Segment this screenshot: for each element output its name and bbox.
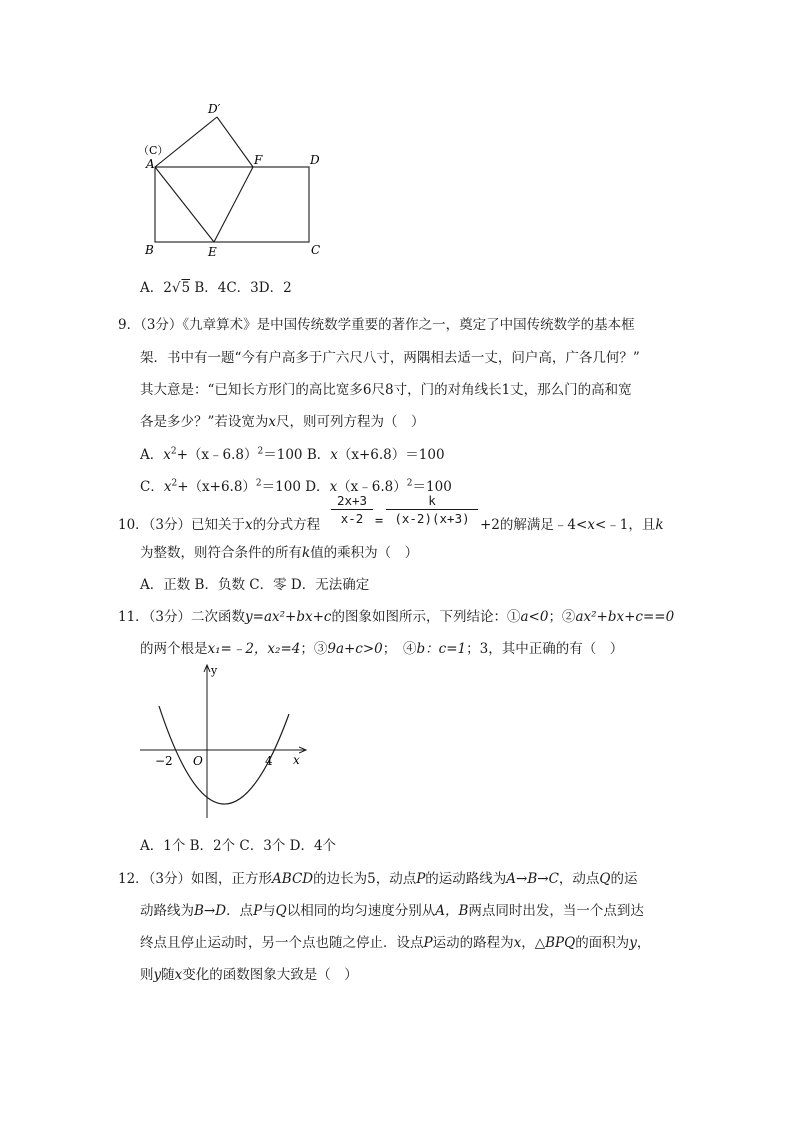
q11-conclusion-1: a<0 — [520, 609, 549, 625]
q8-options-rest: B．4C．3D．2 — [190, 280, 292, 296]
q9-option-c-var: x — [163, 479, 172, 495]
q12-var-y: y — [629, 935, 637, 951]
q12-path-q: B→D — [194, 903, 227, 919]
q11-conclusion-2: ax²+bx+c==0 — [575, 609, 675, 625]
segment-ef — [214, 167, 253, 242]
q12-line-2-e: 两点同时出发，当一个点到达 — [468, 903, 644, 919]
q10-line-2 — [140, 541, 418, 561]
q12-point-q: Q — [599, 871, 611, 887]
q12-points-ab: A，B — [435, 903, 469, 919]
x-axis-label: x — [293, 753, 300, 767]
q10-fraction-1 — [331, 493, 373, 526]
q12-line-1-c: 的运动路线为 — [425, 871, 507, 887]
q12-line-2-b: ．点 — [226, 903, 254, 919]
q12-line-2-d: 以相同的均匀速度分别从 — [286, 903, 436, 919]
q9-option-d-sq: 2 — [406, 478, 413, 489]
q9-line-2: 架．书中有一题“今有户高多于广六尺八寸，两隅相去适一丈，问户高，广各几何？” — [140, 350, 640, 366]
q8-option-a-prefix: A．2 — [140, 280, 172, 296]
q11-line-2 — [140, 637, 623, 657]
q12-line-4-a: 则 — [140, 967, 154, 983]
q10-line-2-a: 为整数，则符合条件的所有 — [140, 545, 302, 561]
q9-option-a-end: ＝100 — [263, 447, 303, 463]
label-e: E — [208, 245, 217, 259]
label-b: B — [145, 243, 154, 257]
q10-fraction-1-denominator: x-2 — [340, 511, 364, 526]
q12-line-1-b: 的边长为5，动点 — [313, 871, 417, 887]
q9-option-c-mid: +（x+6.8） — [177, 479, 256, 495]
q12-path-p: A→B→C — [506, 871, 559, 887]
q8-options — [140, 276, 292, 296]
parabola-graph — [135, 660, 315, 820]
q11-conclusion-4-prefix: ； ④ — [382, 641, 417, 657]
q10-line-1-end — [480, 513, 664, 533]
q9-option-c-sq: 2 — [171, 478, 178, 489]
q9-options-cd — [140, 475, 452, 495]
q9-options-ab — [140, 443, 445, 463]
label-d-prime: D′ — [208, 102, 221, 116]
q9-option-a-var: x — [163, 447, 171, 463]
tick-4: 4 — [265, 754, 273, 768]
q10-plus-2: +2 — [480, 517, 500, 533]
q12-line-3-d: 的面积为 — [575, 935, 630, 951]
rectangle-fold-figure — [130, 95, 330, 265]
q9-option-a-sq2: 2 — [257, 446, 264, 457]
q11-line-2-b: ；3，其中正确的有（ ） — [466, 641, 624, 657]
q12-line-1-e: 的运 — [610, 871, 638, 887]
q11-conclusion-4: b：c=1 — [416, 641, 467, 657]
q11-conclusion-2-prefix: ；② — [548, 609, 576, 625]
q12-line-2 — [140, 899, 644, 919]
label-a: A — [146, 157, 155, 171]
label-d: D — [310, 153, 320, 167]
label-f: F — [254, 153, 263, 167]
label-c: C — [311, 243, 321, 257]
q9-option-d-var: x — [329, 479, 338, 495]
q12-line-1 — [118, 867, 638, 887]
q12-line-3-b: 运动的路程为 — [432, 935, 514, 951]
q12-line-1-a: 12．（3分）如图，正方形 — [118, 871, 273, 887]
q10-line-1-c: 的解满足﹣4< — [499, 517, 588, 533]
q10-line-1-b: 的分式方程 — [252, 517, 321, 533]
q10-fraction-2-numerator: k — [386, 493, 478, 510]
q12-line-3-c: ，△ — [521, 935, 546, 951]
q12-line-3 — [140, 931, 650, 951]
q10-line-1-a: 10．（3分）已知关于 — [118, 517, 246, 533]
segment-d-prime-f — [217, 117, 253, 167]
q10-line-1-start — [118, 513, 320, 533]
q9-option-d-label: D． — [305, 479, 330, 495]
q12-line-1-d: ，动点 — [558, 871, 600, 887]
q10-fraction-2 — [386, 493, 478, 526]
q11-options: A．1个 B．2个 C．3个 D．4个 — [140, 838, 337, 854]
y-axis-label: y — [211, 664, 218, 677]
tick-neg-2: −2 — [155, 754, 173, 768]
q9-var-x: x — [268, 414, 277, 430]
q10-var-x2: x — [587, 517, 595, 533]
segment-ad-prime — [155, 117, 217, 167]
sqrt-sign: √ — [171, 280, 181, 296]
q12-var-y2: y — [153, 967, 162, 983]
q12-line-2-c: 与 — [262, 903, 276, 919]
q9-option-c-sq2: 2 — [255, 478, 262, 489]
q12-line-3-a: 终点且停止运动时，另一个点也随之停止．设点 — [140, 935, 424, 951]
segment-ae — [155, 167, 214, 242]
q10-fraction-2-denominator: (x-2)(x+3) — [394, 511, 470, 526]
q9-line-1: 9．（3分）《九章算术》是中国传统数学重要的著作之一，奠定了中国传统数学的基本框 — [118, 317, 635, 333]
q10-equals: = — [375, 513, 384, 529]
q10-line-2-b: 值的乘积为（ ） — [310, 545, 419, 561]
q9-line-4-a: 各是多少？”若设宽为 — [140, 414, 269, 430]
q9-option-b-var: x — [330, 447, 338, 463]
q12-var-x2: x — [174, 967, 183, 983]
q9-option-c-label: C． — [140, 479, 164, 495]
q12-point-p3: P — [423, 935, 433, 951]
sqrt-argument: 5 — [181, 280, 191, 296]
q11-line-1 — [118, 605, 674, 625]
q9-option-a-mid: +（x﹣6.8） — [176, 447, 258, 463]
q11-line-2-a: 的两个根是 — [140, 641, 208, 657]
q11-conclusion-3-prefix: ；③ — [300, 641, 328, 657]
rectangle-abcd — [155, 167, 309, 242]
q12-line-4 — [140, 963, 358, 983]
q9-line-4 — [140, 410, 425, 430]
q12-line-4-c: 变化的函数图象大致是（ ） — [182, 967, 358, 983]
q11-roots: x₁=﹣2，x₂=4 — [207, 641, 301, 657]
q11-line-1-b: 的图象如图所示，下列结论：① — [331, 609, 521, 625]
q12-point-p: P — [416, 871, 426, 887]
q10-fraction-1-numerator: 2x+3 — [331, 493, 373, 510]
q9-option-b-rest: （x+6.8）＝100 — [337, 447, 445, 463]
q9-line-3: 其大意是：“已知长方形门的高比宽多6尺8寸，门的对角线长1丈，那么门的高和宽 — [140, 382, 632, 398]
q12-triangle: BPQ — [545, 935, 576, 951]
q12-var-x: x — [513, 935, 522, 951]
q9-line-4-b: 尺，则可列方程为（ ） — [276, 414, 425, 430]
q12-point-p2: P — [253, 903, 263, 919]
q10-var-x: x — [245, 517, 253, 533]
q12-line-3-e: ， — [636, 935, 651, 951]
q10-options: A．正数 B．负数 C．零 D．无法确定 — [140, 577, 370, 593]
q9-option-c-end: ＝100 — [261, 479, 301, 495]
q12-line-2-a: 动路线为 — [140, 903, 194, 919]
q9-option-d-end: ＝100 — [412, 479, 452, 495]
q12-square: ABCD — [272, 871, 314, 887]
q11-line-1-a: 11．（3分）二次函数 — [118, 609, 246, 625]
q12-point-q2: Q — [275, 903, 287, 919]
origin-label: O — [193, 754, 203, 768]
q11-function: y=ax²+bx+c — [245, 609, 332, 625]
q9-option-d-mid: （x﹣6.8） — [337, 479, 407, 495]
q10-line-1-d: <﹣1，且 — [594, 517, 656, 533]
q10-var-k2: k — [302, 545, 311, 561]
q9-option-a-label: A． — [140, 447, 164, 463]
q10-var-k: k — [655, 517, 664, 533]
q11-conclusion-3: 9a+c>0 — [327, 641, 383, 657]
q9-option-a-sq: 2 — [170, 446, 177, 457]
q9-option-b-label: B． — [306, 447, 331, 463]
q12-line-4-b: 随 — [161, 967, 175, 983]
label-c-paren: （C） — [138, 144, 169, 157]
